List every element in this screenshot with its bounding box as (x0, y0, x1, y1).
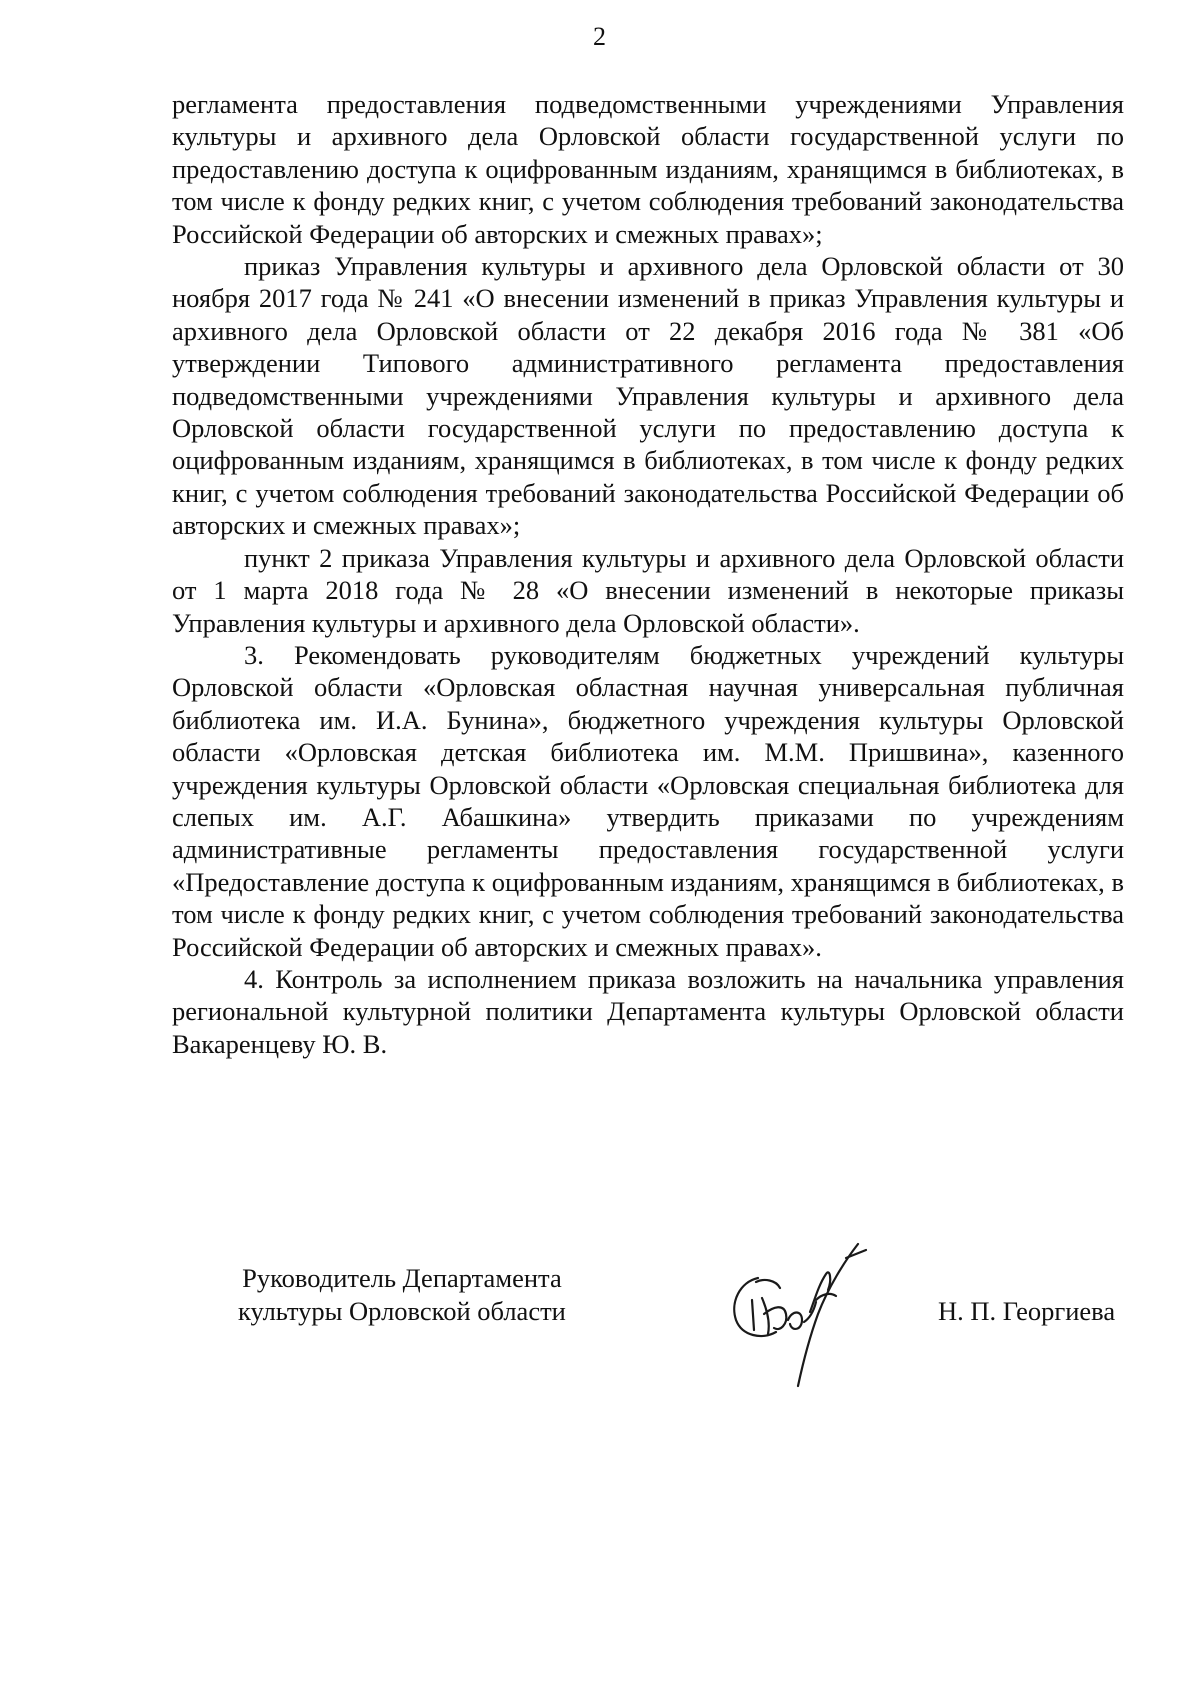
paragraph-order-241: приказ Управления культуры и архивного дела Орловской области от 30 ноября 2017 года № 241 «О внесении изменений в приказ Управления культуры и архивного дела Орловской области от 22 декабря 2016 года № 381 «Об утверждении Типового административного регламента предоставления подведомственными учреждениями Управления культуры и архивного дела Орловской области государственной услуги по предоставлению доступа к оцифрованным изданиям, хранящимся в библиотеках, в том числе к фонду редких книг, с учетом соблюдения требований законодательства Российской Федерации об авторских и смежных правах»; (172, 251, 1124, 541)
document-body (172, 88, 1124, 1060)
page-number: 2 (593, 22, 607, 51)
paragraph-item-3: 3. Рекомендовать руководителям бюджетных учреждений культуры Орловской области «Орловская областная научная универсальная публичная библиотека им. И.А. Бунина», бюджетного учреждения культуры Орловской области «Орловская детская библиотека им. М.М. Пришвина», казенного учреждения культуры Орловской области «Орловская специальная библиотека для слепых им. А.Г. Абашкина» утвердить приказами по учреждениям административные регламенты предоставления государственной услуги «Предоставление доступа к оцифрованным изданиям, хранящимся в библиотеках, в том числе к фонду редких книг, с учетом соблюдения требований законодательства Российской Федерации об авторских и смежных правах». (172, 639, 1124, 962)
paragraph-item-4: 4. Контроль за исполнением приказа возложить на начальника управления региональной культурной политики Департамента культуры Орловской области Вакаренцеву Ю. В. (172, 963, 1124, 1059)
paragraph-order-28: пункт 2 приказа Управления культуры и архивного дела Орловской области от 1 марта 2018 года № 28 «О внесении изменений в некоторые приказы Управления культуры и архивного дела Орловской области». (172, 542, 1124, 638)
signatory-title (238, 1262, 566, 1328)
signature-block (0, 1262, 1200, 1392)
signatory-title-line1: Руководитель Департамента (242, 1263, 562, 1293)
paragraph-regulation-continuation: регламента предоставления подведомственными учреждениями Управления культуры и архивного дела Орловской области государственной услуги по предоставлению доступа к оцифрованным изданиям, хранящимся в библиотеках, в том числе к фонду редких книг, с учетом соблюдения требований законодательства Российской Федерации об авторских и смежных правах»; (172, 89, 1124, 249)
signatory-name: Н. П. Георгиева (938, 1296, 1116, 1326)
handwritten-signature (718, 1240, 868, 1390)
signatory-title-line2: культуры Орловской области (238, 1296, 566, 1326)
